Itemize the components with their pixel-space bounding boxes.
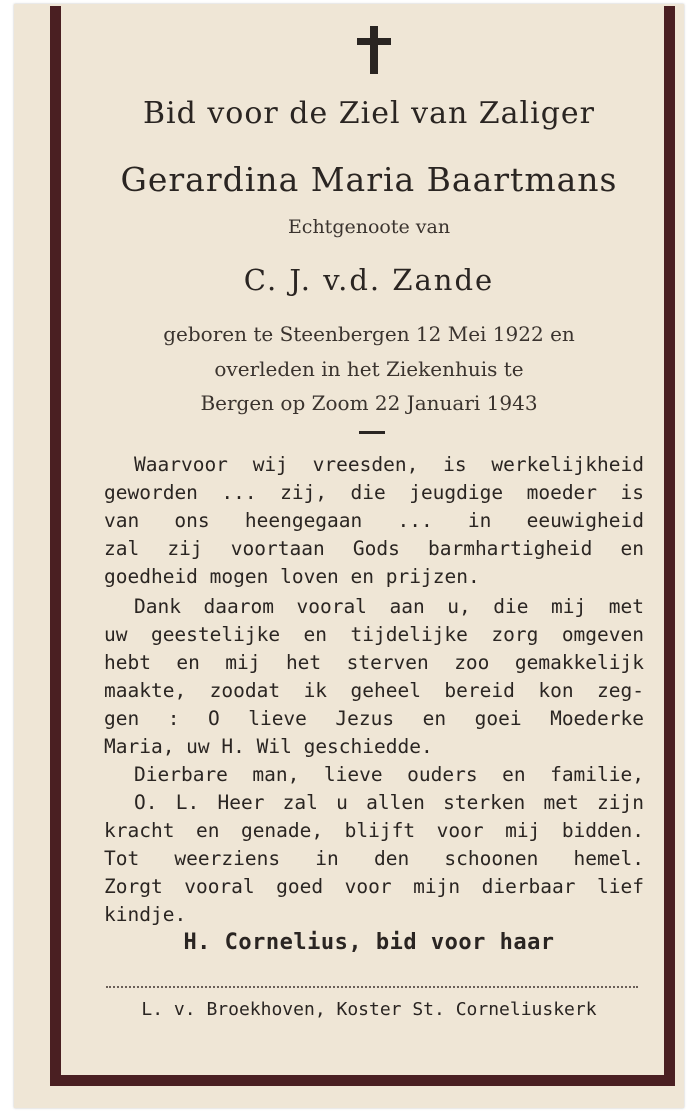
paragraph-3 (104, 761, 644, 929)
text-line: Tot weerziens in den schoonen hemel. (104, 847, 644, 870)
text-line: O. L. Heer zal u allen sterken met zijn (134, 791, 644, 814)
text-line: kindje. (104, 903, 187, 926)
text-line: Dank daarom vooral aan u, die mij met (134, 595, 644, 618)
text-line: zal zij voortaan Gods barmhartigheid en (104, 537, 644, 560)
text-line: Dierbare man, lieve ouders en familie, (134, 763, 644, 786)
paragraph-2 (104, 593, 644, 761)
text-line: maakte, zoodat ik geheel bereid kon zeg- (104, 679, 644, 702)
dotted-separator (106, 986, 638, 988)
text-line: goedheid mogen loven en prijzen. (104, 565, 480, 588)
deceased-name: Gerardina Maria Baartmans (120, 160, 618, 199)
spouse-name: C. J. v.d. Zande (243, 263, 495, 297)
memorial-card (14, 4, 684, 1108)
text-line: Maria, uw H. Wil geschiedde. (104, 735, 433, 758)
death-line: overleden in het Ziekenhuis te (214, 357, 524, 381)
text-line: van ons heengegaan ... in eeuwigheid (104, 509, 644, 532)
paragraph-1 (104, 451, 644, 591)
death-place-line: Bergen op Zoom 22 Januari 1943 (200, 391, 538, 415)
text-line: Waarvoor wij vreesden, is werkelijkheid (134, 453, 644, 476)
cross-icon (357, 26, 391, 74)
printer-credit: L. v. Broekhoven, Koster St. Corneliuskerk (141, 999, 597, 1020)
text-line: geworden ... zij, die jeugdige moeder is (104, 481, 644, 504)
divider (359, 431, 385, 434)
text-line: gen : O lieve Jezus en goei Moederke (104, 707, 644, 730)
card-title: Bid voor de Ziel van Zaliger (142, 96, 596, 131)
closing-prayer: H. Cornelius, bid voor haar (183, 930, 555, 955)
birth-line: geboren te Steenbergen 12 Mei 1922 en (163, 322, 575, 346)
spouse-label: Echtgenoote van (287, 216, 451, 238)
text-line: hebt en mij het sterven zoo gemakkelijk (104, 651, 644, 674)
text-line: Zorgt vooral goed voor mijn dierbaar lief (104, 875, 644, 898)
text-line: uw geestelijke en tijdelijke zorg omgeven (104, 623, 644, 646)
text-line: kracht en genade, blijft voor mij bidden. (104, 819, 644, 842)
